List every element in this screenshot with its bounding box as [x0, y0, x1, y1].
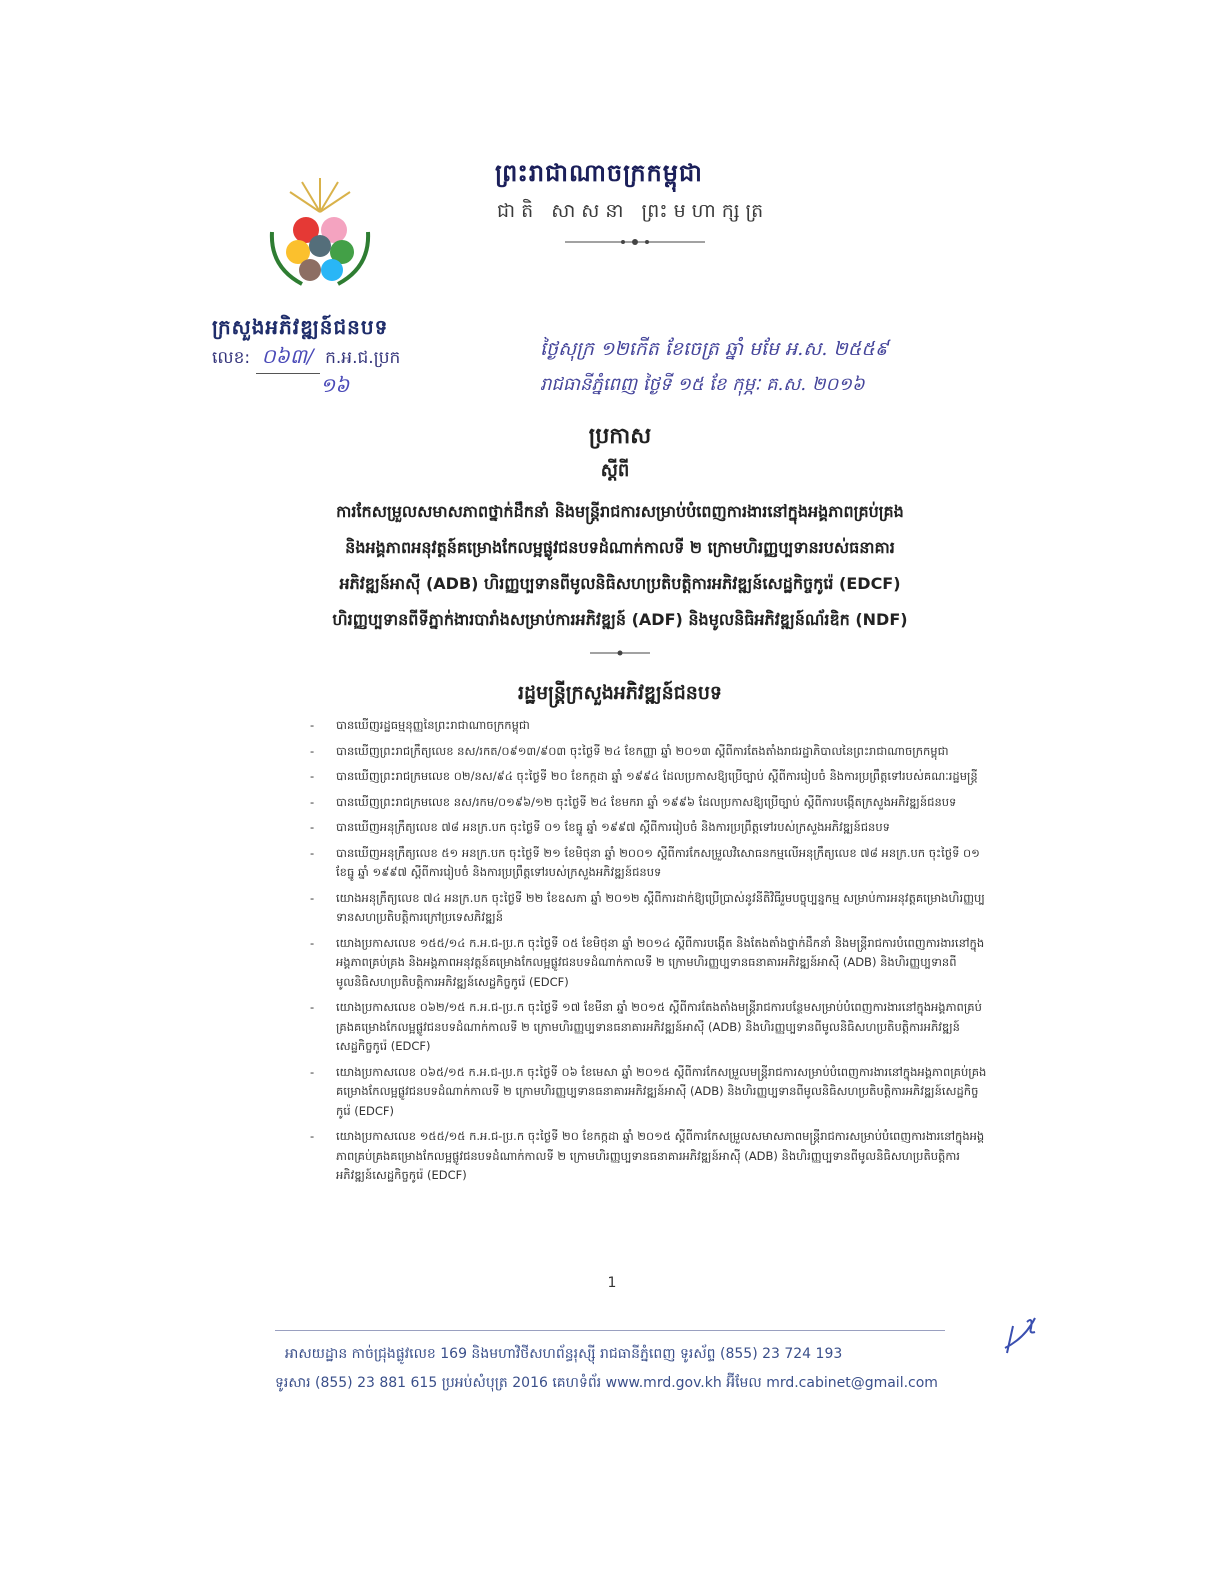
bullet-dash: - [310, 718, 315, 732]
list-item-text: យោងប្រកាសលេខ ១៥៥/១៤ ក.អ.ជ-ប្រ.ក ចុះថ្ងៃទី ០៥ ខែមិថុនា ឆ្នាំ ២០១៤ ស្ដីពីការបង្កើត និងតែងតាំងថ្នាក់ដឹកនាំ និងមន្ត្រីរាជការបំពេញការងារនៅក្នុងអង្គភាពគ្រប់គ្រង និងអង្គភាពអនុវត្តន៍គម្រោងកែលម្អផ្លូវជនបទដំណាក់កាលទី ២ ក្រោមហិរញ្ញប្បទានធនាគារអភិវឌ្ឍន៍អាស៊ី (ADB) និងហិរញ្ញប្បទានពីមូលនិធិសហប្រតិបត្តិការអភិវឌ្ឍន៍សេដ្ឋកិច្ចកូរ៉េ (EDCF) [336, 935, 985, 989]
reference-number: ០៦៣/ [256, 343, 320, 374]
ministry-name: ក្រសួងអភិវឌ្ឍន៍ជនបទ [212, 315, 389, 339]
list-item [310, 844, 990, 883]
ministry-seal-logo [262, 172, 378, 292]
document-type: ប្រកាស [588, 424, 652, 449]
document-about: ស្ដីពី [600, 460, 630, 481]
bullet-dash: - [310, 935, 315, 950]
bullet-dash: - [310, 1000, 315, 1014]
list-item [310, 818, 990, 838]
list-item [310, 1127, 990, 1186]
initial-signature [995, 1308, 1045, 1358]
list-item-text: យោងអនុក្រឹត្យលេខ ៧៤ អនក្រ.បក ចុះថ្ងៃទី ២២ ខែឧសភា ឆ្នាំ ២០១២ ស្ដីពីការដាក់ឱ្យប្រើប្រាស់នូវនីតិវិធីរួមបច្ចុប្បន្នកម្ម សម្រាប់ការអនុវត្តគម្រោងហិរញ្ញប្បទានសហប្រតិបត្តិការក្រៅប្រទេសភិវឌ្ឍន៍ [336, 890, 985, 924]
bullet-dash: - [310, 820, 315, 834]
footer-rule [275, 1330, 945, 1331]
reference-label: លេខ: [212, 348, 251, 368]
list-item [310, 742, 990, 762]
document-subject [240, 494, 1000, 638]
bullet-dash: - [310, 743, 315, 758]
reference-line [212, 343, 502, 374]
list-item-text: យោងប្រកាសលេខ ០៦២/១៥ ក.អ.ជ-ប្រ.ក ចុះថ្ងៃទី ១៧ ខែមីនា ឆ្នាំ ២០១៥ ស្ដីពីការតែងតាំងមន្ត្រីរាជការបន្ថែមសម្រាប់បំពេញការងារនៅក្នុងអង្គភាពគ្រប់គ្រងគម្រោងកែលម្អផ្លូវជនបទដំណាក់កាលទី ២ ក្រោមហិរញ្ញប្បទានធនាគារអភិវឌ្ឍន៍អាស៊ី (ADB) និងហិរញ្ញប្បទានពីមូលនិធិសហប្រតិបត្តិការអភិវឌ្ឍន៍សេដ្ឋកិច្ចកូរ៉េ (EDCF) [336, 1000, 982, 1053]
subject-line: ការកែសម្រួលសមាសភាពថ្នាក់ដឹកនាំ និងមន្ត្រីរាជការសម្រាប់បំពេញការងារនៅក្នុងអង្គភាពគ្រប់គ្រង [336, 502, 904, 521]
list-item-text: យោងប្រកាសលេខ ០៦៥/១៥ ក.អ.ជ-ប្រ.ក ចុះថ្ងៃទី ០៦ ខែមេសា ឆ្នាំ ២០១៥ ស្ដីពីការកែសម្រួលមន្ត្រីរាជការសម្រាប់បំពេញការងារនៅក្នុងអង្គភាពគ្រប់គ្រងគម្រោងកែលម្អផ្លូវជនបទដំណាក់កាលទី ២ ក្រោមហិរញ្ញប្បទានធនាគារអភិវឌ្ឍន៍អាស៊ី (ADB) និងហិរញ្ញប្បទានពីមូលនិធិសហប្រតិបត្តិការអភិវឌ្ឍន៍សេដ្ឋកិច្ចកូរ៉េ (EDCF) [336, 1064, 987, 1118]
minister-title: រដ្ឋមន្ត្រីក្រសួងអភិវឌ្ឍន៍ជនបទ [518, 682, 722, 704]
bullet-dash: - [310, 1129, 315, 1143]
list-item [310, 793, 990, 813]
list-item-text: យោងប្រកាសលេខ ១៥៥/១៥ ក.អ.ជ-ប្រ.ក ចុះថ្ងៃទី ២០ ខែកក្កដា ឆ្នាំ ២០១៥ ស្ដីពីការកែសម្រួលសមាសភាពមន្ត្រីរាជការសម្រាប់បំពេញការងារនៅក្នុងអង្គភាពគ្រប់គ្រងគម្រោងកែលម្អផ្លូវជនបទដំណាក់កាលទី ២ ក្រោមហិរញ្ញប្បទានធនាគារអភិវឌ្ឍន៍អាស៊ី (ADB) និងហិរញ្ញប្បទានពីមូលនិធិសហប្រតិបត្តិការអភិវឌ្ឍន៍សេដ្ឋកិច្ចកូរ៉េ (EDCF) [336, 1129, 985, 1182]
bullet-dash: - [310, 845, 315, 860]
list-item-text: បានឃើញព្រះរាជក្រមលេខ ០២/នស/៩៤ ចុះថ្ងៃទី ២០ ខែកក្កដា ឆ្នាំ ១៩៩៤ ដែលប្រកាសឱ្យប្រើច្បាប់ ស្ដីពីការរៀបចំ និងការប្រព្រឹត្តទៅរបស់គណៈរដ្ឋមន្ត្រី [336, 769, 978, 783]
list-item-text: បានឃើញព្រះរាជក្រមលេខ នស/រកម/០១៩៦/១២ ចុះថ្ងៃទី ២៤ ខែមករា ឆ្នាំ ១៩៩៦ ដែលប្រកាសឱ្យប្រើច្បាប់ ស្ដីពីការបង្កើតក្រសួងអភិវឌ្ឍន៍ជនបទ [336, 794, 957, 809]
reference-year: ១៦ [320, 373, 350, 397]
national-motto: ជាតិ សាសនា ព្រះមហាក្សត្រ [497, 200, 770, 222]
list-item-text: បានឃើញព្រះរាជក្រឹត្យលេខ នស/រកត/០៩១៣/៩០៣ ចុះថ្ងៃទី ២៤ ខែកញ្ញា ឆ្នាំ ២០១៣ ស្ដីពីការតែងតាំងរាជរដ្ឋាភិបាលនៃព្រះរាជាណាចក្រកម្ពុជា [336, 743, 949, 758]
subject-line: និងអង្គភាពអនុវត្តន៍គម្រោងកែលម្អផ្លូវជនបទដំណាក់កាលទី ២ ក្រោមហិរញ្ញប្បទានរបស់ធនាគារ [345, 538, 895, 557]
list-item-text: បានឃើញរដ្ឋធម្មនុញ្ញនៃព្រះរាជាណាចក្រកម្ពុជា [336, 718, 530, 732]
bullet-dash: - [310, 1064, 315, 1079]
page-number: 1 [607, 1275, 617, 1291]
solar-date: រាជធានីភ្នំពេញ ថ្ងៃទី ១៥ ខែ កុម្ភៈ គ.ស. ២០១៦ [540, 374, 865, 395]
subject-line: ហិរញ្ញប្បទានពីទីភ្នាក់ងារបារាំងសម្រាប់ការអភិវឌ្ឍន៍ (ADF) និងមូលនិធិអភិវឌ្ឍន៍ណ័រឌិក (NDF) [332, 610, 908, 629]
list-item [310, 1063, 990, 1122]
reference-suffix: ក.អ.ជ.ប្រក [325, 348, 401, 368]
kingdom-title: ព្រះរាជាណាចក្រកម្ពុជា [495, 159, 703, 187]
footer-contact: ទូរសារ (855) 23 881 615 ប្រអប់សំបុត្រ 2016 គេហទំព័រ www.mrd.gov.kh អ៊ីមែល mrd.cabinet@gmail.com [275, 1375, 938, 1391]
list-item [310, 889, 990, 928]
list-item-text: បានឃើញអនុក្រឹត្យលេខ ៥១ អនក្រ.បក ចុះថ្ងៃទី ២១ ខែមិថុនា ឆ្នាំ ២០០១ ស្ដីពីការកែសម្រួលវិសោធនកម្មលើអនុក្រឹត្យលេខ ៧៨ អនក្រ.បក ចុះថ្ងៃទី ០១ ខែធ្នូ ឆ្នាំ ១៩៩៧ ស្ដីពីការរៀបចំ និងការប្រព្រឹត្តទៅរបស់ក្រសួងអភិវឌ្ឍន៍ជនបទ [336, 845, 980, 879]
section-divider [590, 650, 650, 656]
list-item-text: បានឃើញអនុក្រឹត្យលេខ ៧៨ អនក្រ.បក ចុះថ្ងៃទី ០១ ខែធ្នូ ឆ្នាំ ១៩៩៧ ស្ដីពីការរៀបចំ និងការប្រព្រឹត្តទៅរបស់ក្រសួងអភិវឌ្ឍន៍ជនបទ [336, 820, 890, 834]
bullet-dash: - [310, 769, 315, 783]
list-item [310, 934, 990, 993]
header-ornament [565, 238, 705, 246]
list-item [310, 716, 990, 736]
footer-address: អាសយដ្ឋាន កាច់ជ្រុងផ្លូវលេខ 169 និងមហាវិថីសហព័ន្ធរុស្ស៊ី រាជធានីភ្នំពេញ ទូរស័ព្ទ (855) 23 724 193 [285, 1346, 843, 1362]
list-item [310, 998, 990, 1057]
lunar-date: ថ្ងៃសុក្រ ១២កើត ខែចេត្រ ឆ្នាំ មមែ អ.ស. ២៥៥៩ [540, 338, 889, 360]
subject-line: អភិវឌ្ឍន៍អាស៊ី (ADB) ហិរញ្ញប្បទានពីមូលនិធិសហប្រតិបត្តិការអភិវឌ្ឍន៍សេដ្ឋកិច្ចកូរ៉េ (EDCF) [339, 574, 901, 593]
list-item [310, 767, 990, 787]
bullet-dash: - [310, 890, 315, 905]
considerations-list [310, 716, 990, 1192]
bullet-dash: - [310, 794, 315, 809]
